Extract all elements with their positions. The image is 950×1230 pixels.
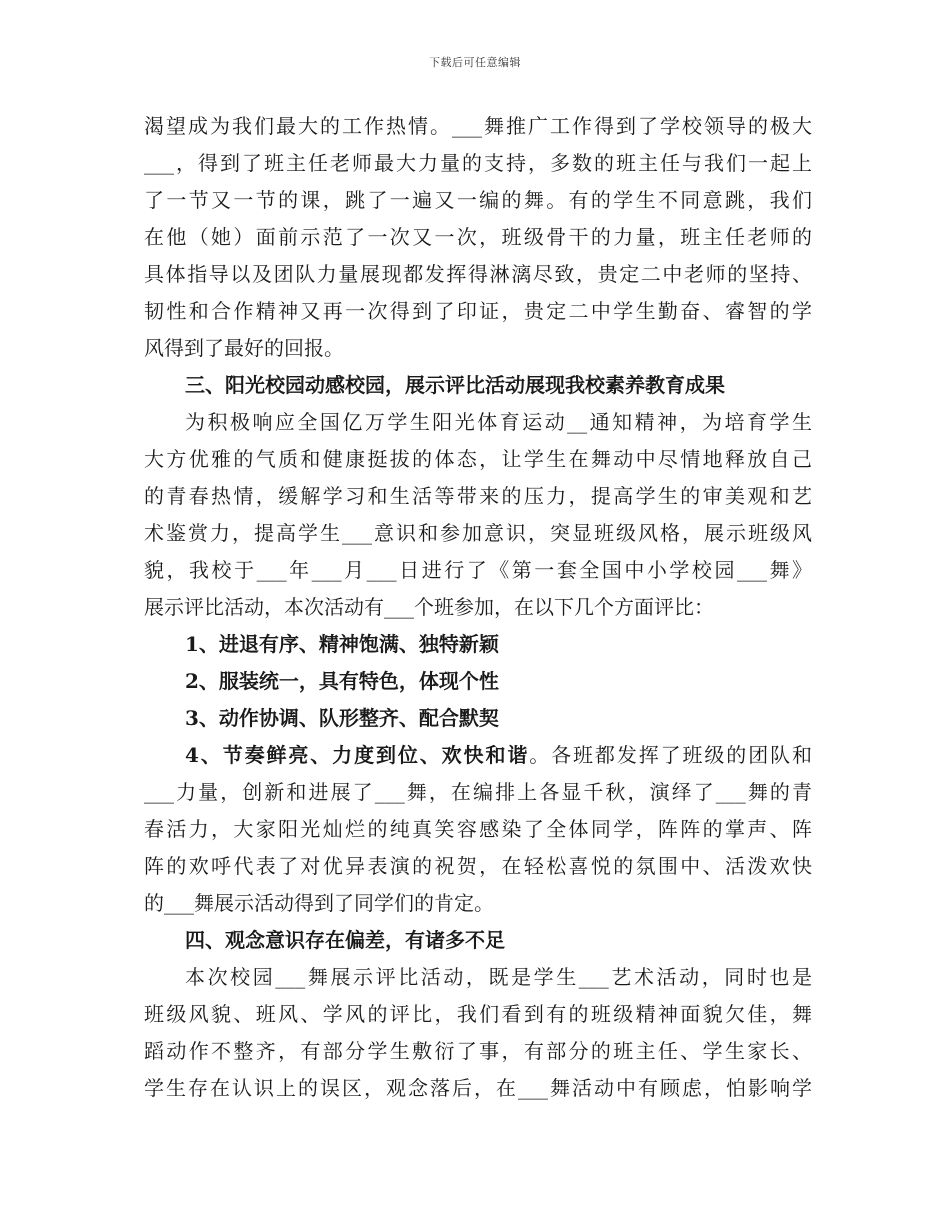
criteria-item-2: 2、服装统一，具有特色，体现个性: [185, 669, 499, 693]
page-header: 下载后可任意编辑: [429, 56, 521, 69]
paragraph-line: 的青春热情，缓解学习和生活等带来的压力，提高学生的审美观和艺: [144, 484, 812, 508]
document-body: [144, 111, 812, 1110]
paragraph-line: 本次校园___舞展示评比活动，既是学生___艺术活动，同时也是: [185, 965, 812, 989]
paragraph-line: 班级风貌、班风、学风的评比，我们看到有的班级精神面貌欠佳，舞: [144, 1002, 812, 1026]
paragraph-line: [144, 740, 812, 777]
section-heading-4: 四、观念意识存在偏差，有诸多不足: [185, 928, 505, 952]
paragraph-line: ___力量，创新和进展了___舞，在编排上各显千秋，演绎了___舞的青: [144, 780, 812, 804]
paragraph-line: 学生存在认识上的误区，观念落后，在___舞活动中有顾虑，怕影响学: [144, 1076, 812, 1100]
paragraph-line: 的___舞展示活动得到了同学们的肯定。: [144, 891, 494, 915]
paragraph-line: 为积极响应全国亿万学生阳光体育运动__通知精神，为培育学生: [185, 410, 812, 434]
paragraph-line: 韧性和合作精神又再一次得到了印证，贵定二中学生勤奋、睿智的学: [144, 299, 812, 323]
paragraph-line: 风得到了最好的回报。: [144, 336, 344, 360]
paragraph-line: ___，得到了班主任老师最大力量的支持，多数的班主任与我们一起上: [144, 151, 812, 175]
criteria-item-4: 4、节奏鲜亮、力度到位、欢快和谐: [185, 743, 530, 767]
paragraph-text: 。各班都发挥了班级的团队和: [529, 743, 812, 767]
section-heading-3: 三、阳光校园动感校园，展示评比活动展现我校素养教育成果: [185, 373, 725, 397]
paragraph-line: 展示评比活动，本次活动有___个班参加，在以下几个方面评比：: [144, 595, 714, 619]
paragraph-line: 蹈动作不整齐，有部分学生敷衍了事，有部分的班主任、学生家长、: [144, 1039, 812, 1063]
criteria-item-1: 1、进退有序、精神饱满、独特新颖: [185, 632, 499, 656]
criteria-item-3: 3、动作协调、队形整齐、配合默契: [185, 706, 499, 730]
paragraph-line: 大方优雅的气质和健康挺拔的体态，让学生在舞动中尽情地释放自己: [144, 447, 812, 471]
paragraph-line: 在他（她）面前示范了一次又一次，班级骨干的力量，班主任老师的: [144, 225, 812, 249]
paragraph-line: 了一节又一节的课，跳了一遍又一编的舞。有的学生不同意跳，我们: [144, 188, 812, 212]
paragraph-line: 术鉴赏力，提高学生___意识和参加意识，突显班级风格，展示班级风: [144, 521, 812, 545]
paragraph-line: 渴望成为我们最大的工作热情。___舞推广工作得到了学校领导的极大: [144, 114, 812, 138]
paragraph-line: 春活力，大家阳光灿烂的纯真笑容感染了全体同学，阵阵的掌声、阵: [144, 817, 812, 841]
paragraph-line: 阵的欢呼代表了对优异表演的祝贺，在轻松喜悦的氛围中、活泼欢快: [144, 854, 812, 878]
paragraph-line: 具体指导以及团队力量展现都发挥得淋漓尽致，贵定二中老师的坚持、: [144, 262, 812, 286]
paragraph-line: 貌，我校于___年___月___日进行了《第一套全国中小学校园___舞》: [144, 558, 812, 582]
